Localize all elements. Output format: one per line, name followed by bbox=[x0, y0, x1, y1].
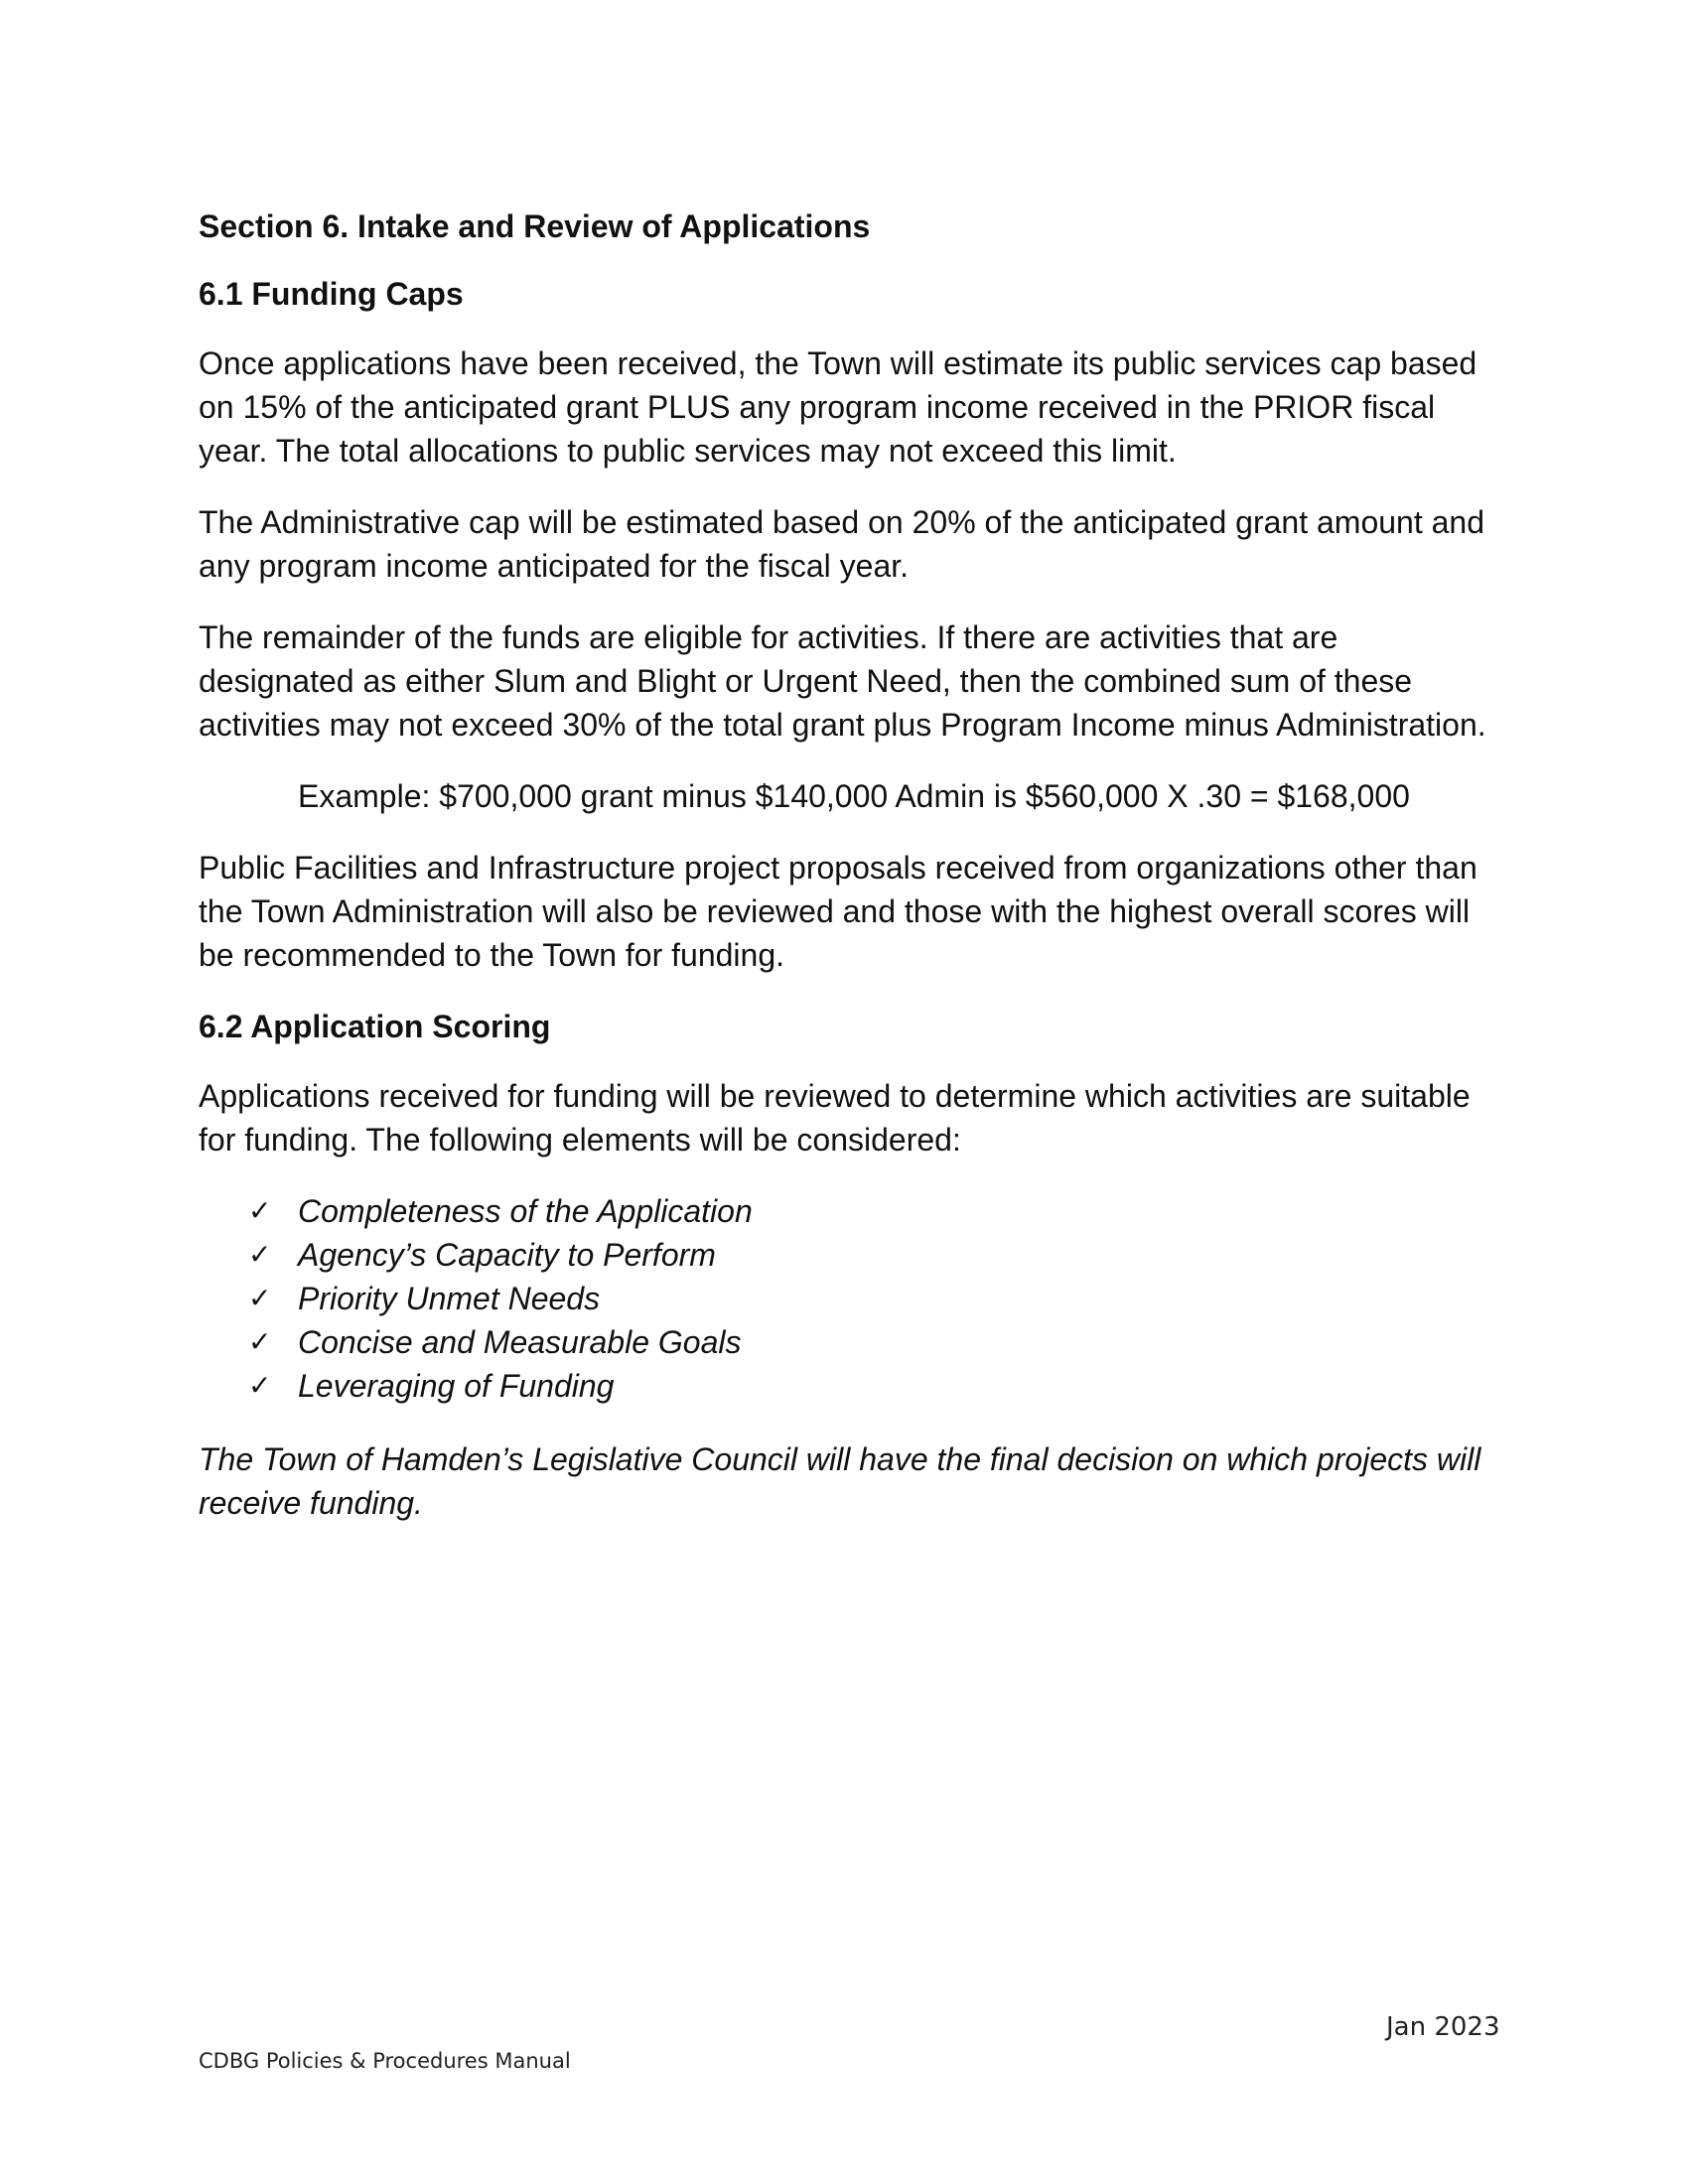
public-services-cap-paragraph: Once applications have been received, the Town will estimate its public services cap based on 15% of the anticipated grant PLUS any program income received in the PRIOR fiscal year. The total allocations to public services may not exceed this limit. bbox=[199, 345, 1477, 469]
checkmark-icon: ✓ bbox=[248, 1282, 272, 1314]
administrative-cap-paragraph: The Administrative cap will be estimated based on 20% of the anticipated grant amount and any program income anticipated for the fiscal year. bbox=[199, 504, 1484, 584]
application-scoring-heading: 6.2 Application Scoring bbox=[199, 1009, 551, 1044]
checkmark-icon: ✓ bbox=[248, 1369, 272, 1402]
funding-caps-heading: 6.1 Funding Caps bbox=[199, 276, 464, 312]
criterion-text: Agency’s Capacity to Perform bbox=[298, 1237, 716, 1273]
list-item bbox=[248, 1320, 1499, 1364]
final-decision-statement: The Town of Hamden’s Legislative Council will have the final decision on which projects will receive funding. bbox=[199, 1441, 1481, 1521]
document-page bbox=[199, 199, 1499, 1525]
criterion-text: Priority Unmet Needs bbox=[298, 1281, 601, 1316]
criterion-text: Concise and Measurable Goals bbox=[298, 1324, 742, 1360]
scoring-intro-paragraph: Applications received for funding will be reviewed to determine which activities are suitable for funding. The following elements will be considered: bbox=[199, 1078, 1471, 1158]
section-title: Section 6. Intake and Review of Applications bbox=[199, 208, 871, 244]
list-item bbox=[248, 1364, 1499, 1408]
scoring-criteria-list bbox=[199, 1189, 1499, 1408]
criterion-text: Leveraging of Funding bbox=[298, 1368, 615, 1404]
example-calculation: Example: $700,000 grant minus $140,000 Admin is $560,000 X .30 = $168,000 bbox=[298, 778, 1410, 814]
checkmark-icon: ✓ bbox=[248, 1238, 272, 1271]
footer-manual-title: CDBG Policies & Procedures Manual bbox=[199, 2049, 571, 2073]
criterion-text: Completeness of the Application bbox=[298, 1193, 753, 1229]
checkmark-icon: ✓ bbox=[248, 1194, 272, 1227]
remainder-funds-paragraph: The remainder of the funds are eligible for activities. If there are activities that are designated as either Slum and Blight or Urgent Need, then the combined sum of these activities may not exceed 30% of the total grant plus Program Income minus Administration. bbox=[199, 619, 1486, 743]
list-item bbox=[248, 1277, 1499, 1320]
footer-date: Jan 2023 bbox=[1386, 2012, 1500, 2042]
list-item bbox=[248, 1233, 1499, 1277]
public-facilities-paragraph: Public Facilities and Infrastructure project proposals received from organizations other than the Town Administration will also be reviewed and those with the highest overall scores will be recommended to the Town for funding. bbox=[199, 850, 1477, 973]
checkmark-icon: ✓ bbox=[248, 1325, 272, 1358]
list-item bbox=[248, 1189, 1499, 1233]
